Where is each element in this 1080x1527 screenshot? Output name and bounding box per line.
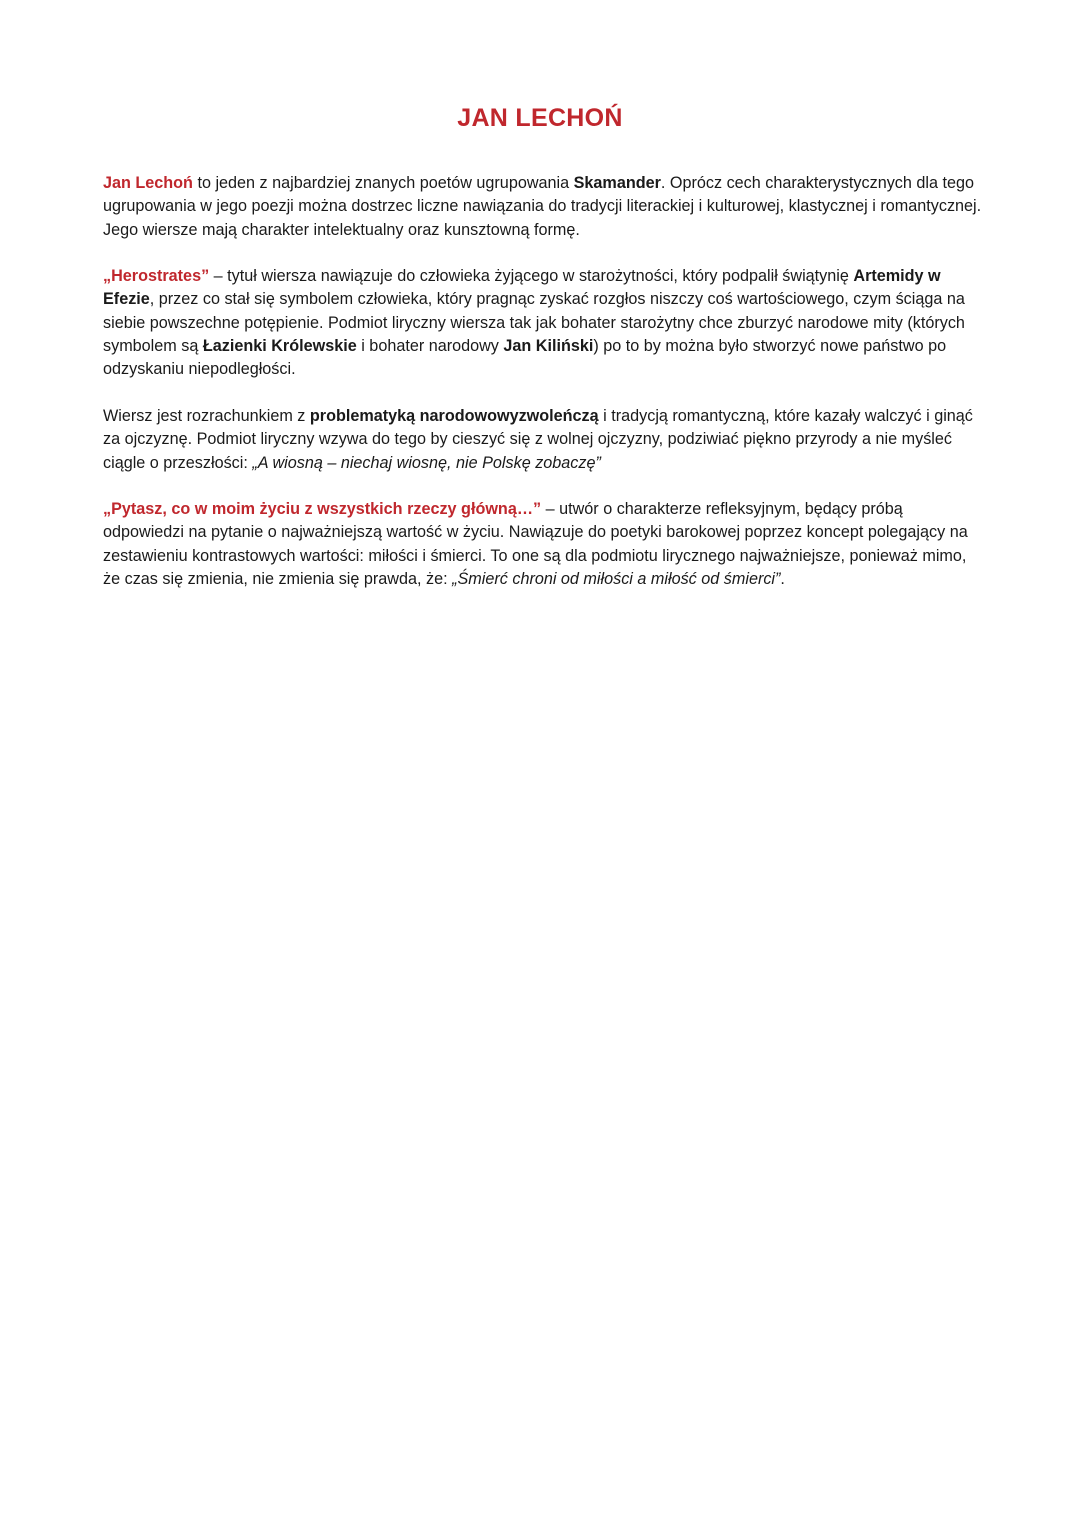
paragraph-pytasz [103, 498, 983, 591]
bold-term: problematyką narodowowyzwoleńczą [309, 406, 599, 425]
bold-term: Artemidy w Efezie [103, 267, 941, 309]
paragraph-intro [103, 172, 983, 242]
paragraph-reckoning [103, 405, 983, 475]
text-run: . Oprócz cech charakterystycznych dla tego ugrupowania w jego poezji można dostrzec liczne nawiązania do tradycji literackiej i kulturowej, klastycznej i romantycznej. Jego wiersze mają charakter intelektualny oraz kunsztowną formę. [103, 174, 982, 239]
poem-title-pytasz: „Pytasz, co w moim życiu z wszystkich rzeczy główną…” [103, 500, 542, 519]
text-run: Wiersz jest rozrachunkiem z [103, 406, 310, 425]
text-run: , przez co stał się symbolem człowieka, który pragnąc zyskać rozgłos niszczy coś wartościowego, czym ściąga na siebie powszechne potępienie. Podmiot liryczny wiersza tak jak bohater starożytny chce zburzyć narodowe mity (których symbolem są [103, 290, 965, 356]
text-run: ) po to by można było stworzyć nowe państwo po odzyskaniu niepodległości. [103, 337, 947, 379]
paragraph-herostrates [103, 265, 983, 381]
group-name: Skamander [573, 174, 661, 192]
text-run: i tradycją romantyczną, które kazały walczyć i ginąć za ojczyznę. Podmiot liryczny wzywa do tego by cieszyć się z wolnej ojczyzny, podziwiać piękno przyrody a nie myśleć ciągle o przeszłości: [103, 406, 973, 472]
text-run: – utwór o charakterze refleksyjnym, będący próbą odpowiedzi na pytanie o najważniejszą wartość w życiu. Nawiązuje do poetyki barokowej poprzez koncept polegający na zestawieniu kontrastowych wartości: miłości i śmierci. To one są dla podmiotu lirycznego najważniejsze, ponieważ mimo, że czas się zmienia, nie zmienia się prawda, że: [103, 500, 968, 589]
text-run: i bohater narodowy [356, 337, 504, 356]
page-title: JAN LECHOŃ [457, 104, 623, 132]
quote: „Śmierć chroni od miłości a miłość od śmierci” [452, 570, 781, 589]
text-run: to jeden z najbardziej znanych poetów ugrupowania [192, 174, 574, 192]
quote: „A wiosną – niechaj wiosnę, nie Polskę zobaczę” [252, 453, 601, 472]
document-body [103, 172, 983, 615]
poem-title-herostrates: „Herostrates” [103, 267, 210, 286]
text-run: . [780, 570, 785, 589]
bold-term: Łazienki Królewskie [202, 337, 357, 356]
text-run: – tytuł wiersza nawiązuje do człowieka żyjącego w starożytności, który podpalił świątynię [209, 267, 854, 286]
bold-term: Jan Kiliński [503, 337, 594, 356]
author-name: Jan Lechoń [103, 174, 193, 192]
